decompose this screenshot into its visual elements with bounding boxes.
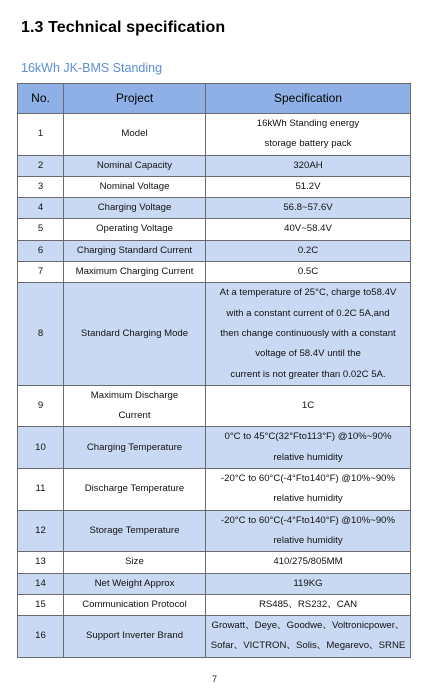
row-number-cell: 11: [18, 469, 64, 511]
table-body: [18, 114, 411, 658]
product-subheading: 16kWh JK-BMS Standing: [21, 61, 163, 75]
table-row: [18, 262, 411, 283]
table-row: [18, 219, 411, 240]
project-cell: [64, 198, 206, 219]
specification-cell: [206, 552, 411, 573]
header-specification: Specification: [206, 84, 411, 114]
project-cell: [64, 385, 206, 427]
specification-text: with a constant current of 0.2C 5A,and: [226, 307, 390, 319]
table-row: [18, 469, 411, 511]
specification-cell: [206, 385, 411, 427]
specification-cell: [206, 594, 411, 615]
table-row: [18, 552, 411, 573]
project-text: Operating Voltage: [96, 223, 173, 235]
table-row: [18, 616, 411, 658]
specification-text: current is not greater than 0.02C 5A.: [230, 368, 386, 380]
row-number-cell: 16: [18, 616, 64, 658]
project-cell: [64, 176, 206, 197]
table-row: [18, 283, 411, 385]
specification-text: 320AH: [293, 159, 323, 171]
page-number: 7: [211, 674, 217, 684]
project-text: Communication Protocol: [82, 598, 187, 610]
project-text: Size: [125, 556, 144, 568]
table-row: [18, 385, 411, 427]
specification-cell: [206, 155, 411, 176]
header-no: No.: [18, 84, 64, 114]
specification-text: -20°C to 60°C(-4°Fto140°F) @10%~90%: [220, 473, 396, 485]
table-row: [18, 594, 411, 615]
specification-text: 119KG: [293, 577, 323, 589]
row-number-cell: 8: [18, 283, 64, 385]
project-cell: [64, 573, 206, 594]
project-cell: [64, 262, 206, 283]
project-text: Standard Charging Mode: [80, 327, 189, 339]
specification-text: voltage of 58.4V until the: [255, 348, 361, 360]
specification-text: 1C: [301, 400, 315, 411]
header-project: Project: [64, 84, 206, 114]
specification-cell: [206, 283, 411, 385]
row-number-cell: 5: [18, 219, 64, 240]
row-number-cell: 7: [18, 262, 64, 283]
specification-text: relative humidity: [273, 451, 343, 463]
specification-text: 0.5C: [297, 266, 319, 278]
table-header-row: [18, 84, 411, 114]
specification-cell: [206, 240, 411, 261]
specification-cell: [206, 573, 411, 594]
project-text: Current: [118, 410, 151, 422]
specification-text: Growatt、Deye、Goodwe、Voltronicpower、: [211, 620, 405, 632]
row-number-cell: 3: [18, 176, 64, 197]
specification-text: 56.8~57.6V: [283, 202, 333, 214]
specification-cell: [206, 510, 411, 552]
table-row: [18, 198, 411, 219]
project-text: Discharge Temperature: [84, 483, 185, 495]
project-cell: [64, 240, 206, 261]
project-text: Maximum Discharge: [90, 389, 179, 401]
specification-text: 51.2V: [295, 180, 321, 192]
specification-text: then change continuously with a constant: [220, 327, 396, 339]
row-number-cell: 9: [18, 385, 64, 427]
table-row: [18, 240, 411, 261]
row-number-cell: 14: [18, 573, 64, 594]
project-cell: [64, 594, 206, 615]
project-cell: [64, 283, 206, 385]
project-cell: [64, 469, 206, 511]
project-cell: [64, 219, 206, 240]
row-number-cell: 12: [18, 510, 64, 552]
row-number-cell: 13: [18, 552, 64, 573]
specification-cell: [206, 262, 411, 283]
section-heading: 1.3 Technical specification: [21, 19, 226, 36]
specification-cell: [206, 469, 411, 511]
specification-text: -20°C to 60°C(-4°Fto140°F) @10%~90%: [220, 514, 396, 526]
specification-text: relative humidity: [273, 534, 343, 546]
specification-table: [17, 83, 411, 658]
project-cell: [64, 155, 206, 176]
specification-text: storage battery pack: [264, 138, 352, 150]
table-row: [18, 510, 411, 552]
table-header: [18, 84, 411, 114]
specification-text: Sofar、VICTRON、Solis、Megarevo、SRNE: [210, 640, 406, 652]
specification-text: 410/275/805MM: [273, 556, 343, 568]
project-text: Storage Temperature: [89, 524, 180, 536]
specification-cell: [206, 198, 411, 219]
table-row: [18, 573, 411, 594]
row-number-cell: 2: [18, 155, 64, 176]
project-text: Nominal Voltage: [99, 180, 170, 192]
project-text: Maximum Charging Current: [75, 266, 194, 278]
project-text: Net Weight Approx: [94, 577, 175, 589]
project-text: Nominal Capacity: [96, 159, 173, 171]
table-row: [18, 176, 411, 197]
row-number-cell: 1: [18, 114, 64, 156]
specification-cell: [206, 114, 411, 156]
project-cell: [64, 616, 206, 658]
project-cell: [64, 427, 206, 469]
row-number-cell: 6: [18, 240, 64, 261]
table-row: [18, 427, 411, 469]
project-text: Support Inverter Brand: [85, 630, 184, 642]
specification-cell: [206, 427, 411, 469]
specification-text: 40V~58.4V: [284, 223, 332, 235]
specification-cell: [206, 219, 411, 240]
specification-cell: [206, 176, 411, 197]
project-cell: [64, 114, 206, 156]
specification-text: relative humidity: [273, 493, 343, 505]
project-cell: [64, 510, 206, 552]
specification-text: 16kWh Standing energy: [256, 118, 360, 129]
specification-text: At a temperature of 25°C, charge to58.4V: [219, 287, 397, 299]
table-row: [18, 155, 411, 176]
project-text: Charging Temperature: [86, 441, 183, 453]
project-text: Charging Voltage: [97, 202, 172, 214]
project-text: Charging Standard Current: [76, 244, 193, 256]
row-number-cell: 4: [18, 198, 64, 219]
project-text: Model: [121, 128, 148, 140]
specification-cell: [206, 616, 411, 658]
specification-text: 0°C to 45°C(32°Fto113°F) @10%~90%: [224, 431, 392, 443]
row-number-cell: 10: [18, 427, 64, 469]
specification-text: 0.2C: [297, 244, 319, 256]
table-row: [18, 114, 411, 156]
row-number-cell: 15: [18, 594, 64, 615]
specification-text: RS485、RS232、CAN: [258, 598, 358, 610]
project-cell: [64, 552, 206, 573]
